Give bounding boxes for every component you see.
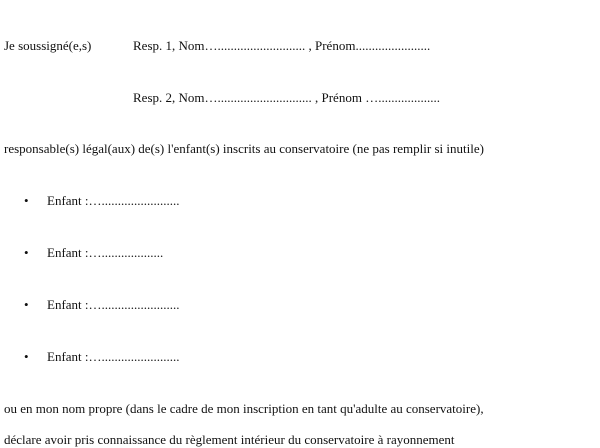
responsable-1-field: Resp. 1, Nom…........................... , Prénom.......................	[133, 38, 431, 53]
child-field: Enfant :…........................	[47, 349, 180, 364]
bullet-icon: •	[24, 245, 29, 260]
declaration-statement: déclare avoir pris connaissance du règlement intérieur du conservatoire à rayonnement	[4, 432, 455, 447]
child-field: Enfant :…........................	[47, 297, 180, 312]
child-field: Enfant :…...................	[47, 245, 164, 260]
intro-label: Je soussigné(e,s)	[4, 38, 92, 53]
bullet-icon: •	[24, 297, 29, 312]
own-name-statement: ou en mon nom propre (dans le cadre de mon inscription en tant qu'adulte au conservatoire),	[4, 401, 484, 416]
responsable-2-field: Resp. 2, Nom…............................. , Prénom …...................	[133, 90, 440, 105]
bullet-icon: •	[24, 349, 29, 364]
child-field: Enfant :…........................	[47, 193, 180, 208]
responsables-statement: responsable(s) légal(aux) de(s) l'enfant(s) inscrits au conservatoire (ne pas remplir si inutile)	[4, 141, 484, 156]
bullet-icon: •	[24, 193, 29, 208]
